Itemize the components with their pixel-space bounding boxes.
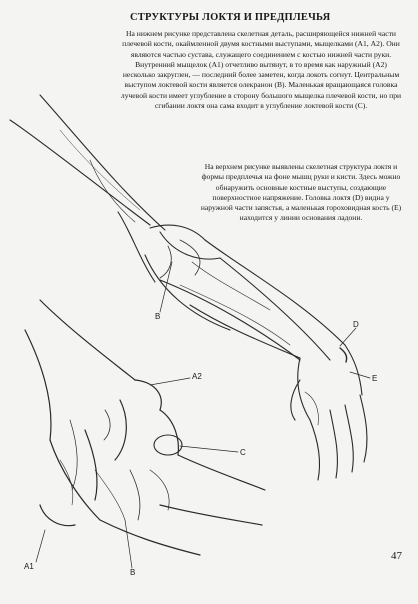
label-d: D <box>353 320 359 329</box>
label-b-lower: B <box>130 568 136 577</box>
description-paragraph-lower-drawing: На нижнем рисунке представлена скелетная деталь, расширяющейся нижней части плечевой кости, окаймленной двумя костными выступами, мыщелками (А1, А2). Они являются частью сустава, служащего соединением с костью нижней части руки. Внутренний мыщелок (А1) отчетливо вытянут, в то время как наружный (А2) несколько закруглен, — последний более заметен, когда локоть согнут. Центральным выступом локтевой кости является олекранон (В). Маленькая вращающаяся головка лучевой кости имеет углубление в сторону большого мыщелка плечевой кости, но при сгибании локтя она сама входит в углубление локтевой кости (С). <box>120 29 402 111</box>
page-title: СТРУКТУРЫ ЛОКТЯ И ПРЕДПЛЕЧЬЯ <box>130 12 331 23</box>
upper-arm-drawing <box>10 95 367 480</box>
description-paragraph-upper-drawing: На верхнем рисунке выявлены скелетная структура локтя и формы предплечья на фоне мышц руки и кисти. Здесь можно обнаружить основные костные выступы, создающие поверхностное напряжение. Головка локтя (D) видна у наружной части запястья, а маленькая гороховидная кость (Е) находится у линии основания ладони. <box>200 162 402 223</box>
label-c: C <box>240 448 246 457</box>
label-e: E <box>372 374 378 383</box>
lower-elbow-drawing <box>25 300 265 555</box>
page-number: 47 <box>391 550 402 562</box>
label-a1: A1 <box>24 562 34 571</box>
label-b-upper: B <box>155 312 161 321</box>
leader-lines <box>36 262 370 568</box>
label-a2: A2 <box>192 372 202 381</box>
